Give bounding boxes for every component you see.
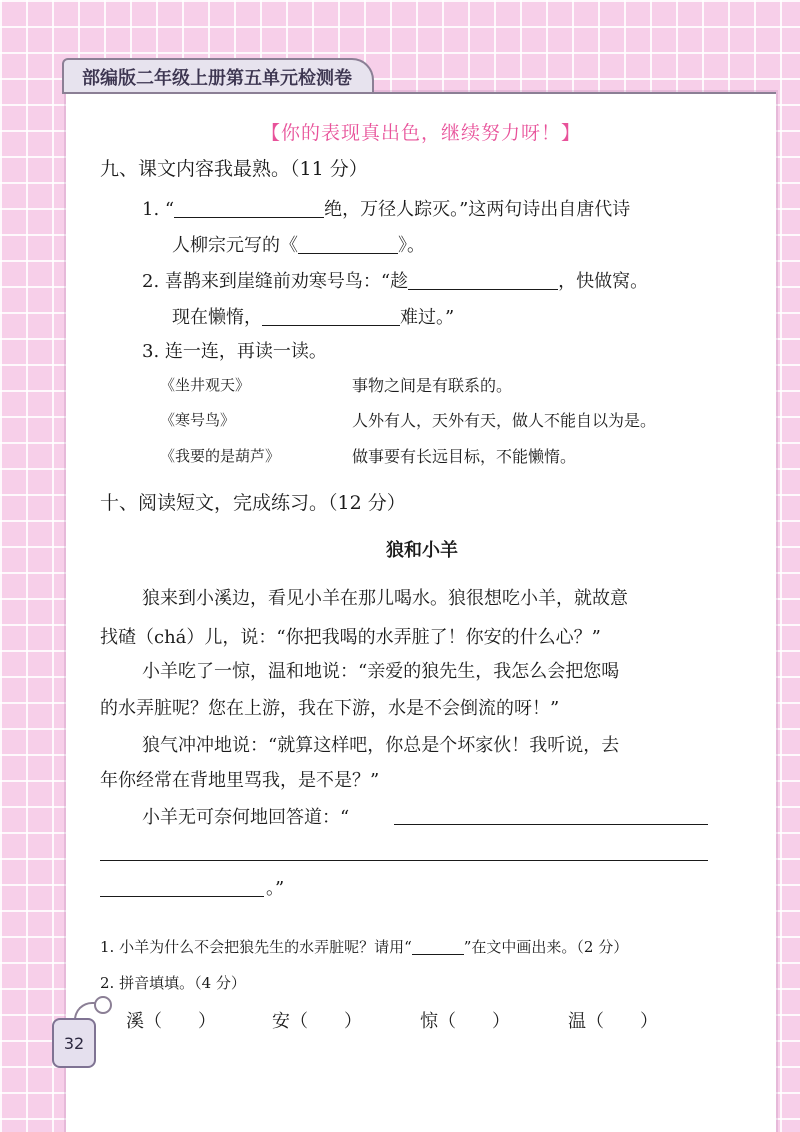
question-9-3: 3. 连一连，再读一读。 — [142, 341, 327, 362]
story-paragraph-4-line1: 小羊无可奈何地回答道：“ — [142, 807, 350, 828]
pinyin-item[interactable]: 溪（ ） — [126, 1011, 216, 1032]
match-left-item[interactable]: 《坐井观天》 — [160, 376, 251, 394]
answer-line[interactable] — [394, 824, 708, 825]
binder-ring-icon — [94, 996, 112, 1014]
section-9-title: 九、课文内容我最熟。（11 分） — [100, 158, 368, 180]
question-9-1-line1: 1. “ 绝，万径人踪灭。”这两句诗出自唐代诗 — [142, 199, 631, 220]
match-left-item[interactable]: 《寒号鸟》 — [160, 411, 236, 429]
match-left-item[interactable]: 《我要的是葫芦》 — [160, 447, 281, 465]
answer-blank[interactable] — [408, 271, 558, 290]
header-divider — [62, 92, 776, 94]
story-paragraph-1-line1: 狼来到小溪边，看见小羊在那儿喝水。狼很想吃小羊，就故意 — [142, 588, 628, 609]
match-right-item[interactable]: 做事要有长远目标，不能懒惰。 — [352, 447, 577, 466]
encouragement-banner: 【你的表现真出色，继续努力呀！】 — [260, 122, 581, 144]
answer-line[interactable] — [100, 860, 708, 861]
story-paragraph-3-line2: 年你经常在背地里骂我，是不是？” — [100, 770, 380, 791]
match-right-item[interactable]: 事物之间是有联系的。 — [352, 376, 513, 395]
pinyin-item[interactable]: 安（ ） — [272, 1011, 362, 1032]
question-9-2-line2: 现在懒惰， 难过。” — [172, 307, 455, 328]
answer-line[interactable] — [100, 896, 264, 897]
question-9-1-line2: 人柳宗元写的《 》。 — [172, 235, 425, 256]
answer-blank[interactable] — [174, 199, 324, 218]
worksheet-header-tab — [62, 58, 374, 94]
pinyin-item[interactable]: 温（ ） — [568, 1011, 658, 1032]
story-paragraph-4-end: 。” — [266, 878, 285, 899]
story-paragraph-2-line1: 小羊吃了一惊，温和地说：“亲爱的狼先生，我怎么会把您喝 — [142, 661, 620, 682]
pinyin-item[interactable]: 惊（ ） — [420, 1011, 510, 1032]
story-title: 狼和小羊 — [386, 540, 458, 561]
worksheet-title: 部编版二年级上册第五单元检测卷 — [82, 68, 352, 89]
page-number: 32 — [52, 1018, 96, 1068]
section-10-title: 十、阅读短文，完成练习。（12 分） — [100, 492, 406, 514]
story-paragraph-2-line2: 的水弄脏呢？您在上游，我在下游，水是不会倒流的呀！” — [100, 698, 560, 719]
question-9-2-line1: 2. 喜鹊来到崖缝前劝寒号鸟：“趁 ，快做窝。 — [142, 271, 649, 292]
answer-blank[interactable] — [262, 307, 400, 326]
question-10-2: 2. 拼音填填。（4 分） — [100, 974, 246, 992]
story-paragraph-3-line1: 狼气冲冲地说：“就算这样吧，你总是个坏家伙！我听说，去 — [142, 735, 620, 756]
question-10-1: 1. 小羊为什么不会把狼先生的水弄脏呢？请用“ ”在文中画出来。（2 分） — [100, 938, 629, 956]
match-right-item[interactable]: 人外有人，天外有天，做人不能自以为是。 — [352, 411, 657, 430]
story-paragraph-1-line2: 找碴（chá）儿，说：“你把我喝的水弄脏了！你安的什么心？” — [100, 627, 601, 648]
underline-sample — [412, 940, 464, 955]
answer-blank[interactable] — [298, 235, 398, 254]
